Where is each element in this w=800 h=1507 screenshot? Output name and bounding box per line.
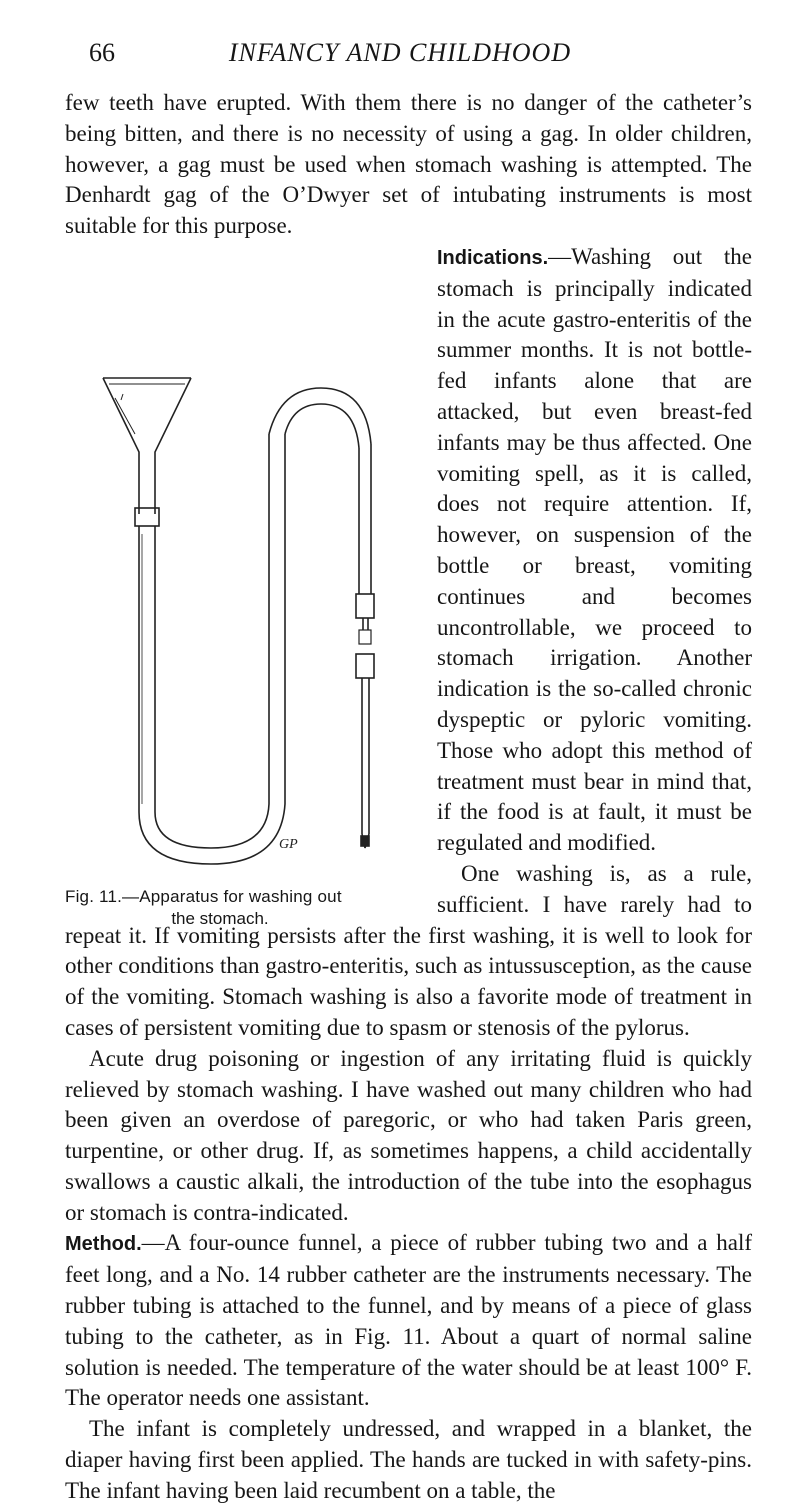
- heading-method: Method.: [65, 1233, 142, 1256]
- page-number: 66: [89, 38, 115, 67]
- figure-float-space: [65, 334, 437, 894]
- paragraph-infant: The infant is completely undressed, and wrapped in a blanket, the diaper having first been applied. The hands are tucked in with safety-pins. The infant having been laid recumbent on a table, the: [65, 1416, 752, 1503]
- caption-line-2: the stomach.: [171, 909, 269, 928]
- paragraph-one-washing: One washing is, as a rule, sufficient. I have rarely had to repeat it. If vomiting persists after the first washing, it is well to look for other conditions than gastro-enteritis, such as intussusception, as the cause of the vomiting. Stomach washing is also a favorite mode of treatment in cases of persistent vomiting due to spasm or stenosis of the pylorus.: [65, 860, 752, 1040]
- paragraph: few teeth have erupted. With them there is no danger of the catheter’s being bitten, and there is no necessity of using a gag. In older children, however, a gag must be used when stomach washing is attempted. The Denhardt gag of the O’Dwyer set of intubating instruments is most suitable for this purpose.: [65, 90, 752, 239]
- paragraph-method: [65, 1228, 752, 1414]
- text-flow: [65, 88, 752, 1507]
- running-head: INFANCY AND CHILDHOOD: [228, 38, 572, 67]
- method-text: —A four-ounce funnel, a piece of rubber tubing two and a half feet long, and a No. 14 rubber catheter are the instruments necessary. The rubber tubing is attached to the funnel, and by means of a piece of glass tubing to the catheter, as in Fig. 11. About a quart of normal saline solution is needed. The temperature of the water should be at least 100° F. The operator needs one assistant.: [65, 1230, 752, 1411]
- caption-line-1: Fig. 11.—Apparatus for washing out: [65, 887, 342, 906]
- engraver-mark: GP: [279, 837, 298, 852]
- heading-indications: Indications.: [437, 246, 549, 269]
- indications-text: —Washing out the stomach is principally indicated in the acute gastro-enteritis of the summer months. It is not bottle-fed infants alone that are attacked, but even breast-fed infants may be thus affected. One vomiting spell, as it is called, does not require attention. If, however, on suspension of the bottle or breast, vomiting continues and becomes uncontrollable, we proceed to stomach irrigation. Another indication is the so-called chronic dyspeptic or pyloric vomiting. Those who adopt this method of treatment must bear in mind that, if the food is at fault, it must be regulated and modified.: [437, 243, 752, 856]
- paragraph-poisoning: Acute drug poisoning or ingestion of any irritating fluid is quickly relieved by stomach washing. I have washed out many children who had been given an overdose of paregoric, or who had taken Paris green, turpentine, or other drug. If, as sometimes happens, a child accidentally swallows a caustic alkali, the introduction of the tube into the esophagus or stomach is contra-indicated.: [65, 1045, 752, 1225]
